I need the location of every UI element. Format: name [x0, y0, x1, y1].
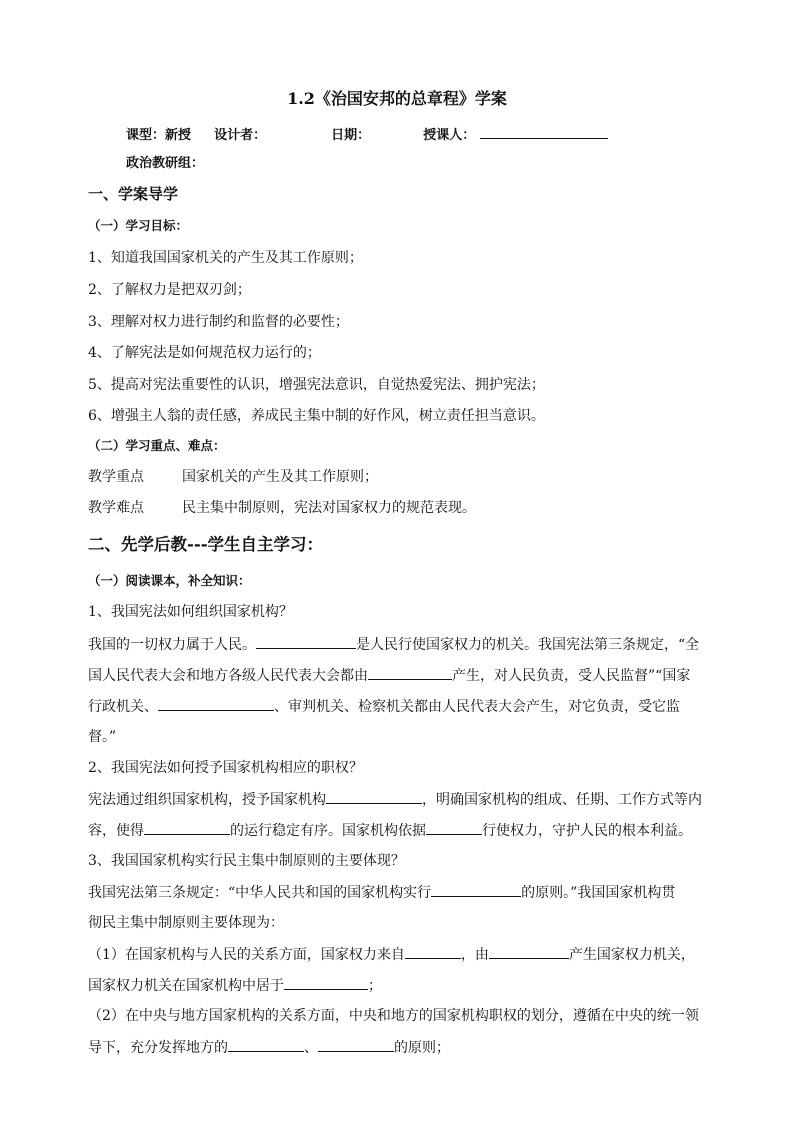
section1-heading: 一、学案导学 [88, 185, 179, 203]
q1-line [88, 634, 699, 655]
difficulty-label: 教学难点 [88, 500, 144, 516]
blank-field[interactable] [144, 820, 230, 835]
blank-field[interactable] [158, 696, 274, 711]
q1-text: 我国的一切权力属于人民。 [88, 637, 256, 653]
q3-line [88, 882, 675, 903]
point-1-line [88, 944, 695, 965]
goals-heading: （一）学习目标： [88, 218, 189, 233]
blank-field[interactable] [326, 789, 422, 804]
goal-item: 6、增强主人翁的责任感，养成民主集中制的好作风，树立责任担当意识。 [88, 408, 545, 424]
point-text: 导下，充分发挥地方的 [88, 1040, 228, 1056]
key-point-text: 国家机关的产生及其工作原则； [182, 469, 378, 485]
q2-line [88, 820, 692, 841]
key-point-label: 教学重点 [88, 469, 144, 485]
q2-text: 容，使得 [88, 823, 144, 839]
q2-text: 行使权力，守护人民的根本利益。 [482, 823, 692, 839]
blank-field[interactable] [405, 944, 461, 959]
q1-text: 行政机关、 [88, 699, 158, 715]
key-points-heading: （二）学习重点、难点： [88, 438, 226, 453]
q2-text: 的运行稳定有序。国家机构依据 [230, 823, 426, 839]
difficulty-row [88, 498, 476, 518]
lesson-meta [126, 124, 608, 145]
point-text: （1）在国家机构与人民的关系方面，国家权力来自 [88, 947, 405, 963]
point-text: ； [368, 978, 382, 994]
q3-line: 彻民主集中制原则主要体现为： [88, 915, 284, 931]
question-1: 1、我国宪法如何组织国家机构？ [88, 604, 293, 620]
q1-text: 产生，对人民负责，受人民监督”“国家 [452, 668, 691, 684]
blank-field[interactable] [368, 665, 452, 680]
point-1-line [88, 975, 382, 996]
q1-line: 督。” [88, 729, 117, 745]
point-2-line: （2）在中央与地方国家机构的关系方面，中央和地方的国家机构职权的划分，遵循在中央的统一领 [88, 1008, 699, 1024]
q1-text: 国人民代表大会和地方各级人民代表大会都由 [88, 668, 368, 684]
group-label: 政治教研组： [126, 156, 205, 171]
q3-text: 的原则。”我国国家机构贯 [521, 885, 676, 901]
goal-item: 1、知道我国国家机关的产生及其工作原则； [88, 250, 363, 266]
course-type: 课型：新授 [126, 128, 192, 143]
date-label: 日期： [331, 128, 371, 143]
point-text: 产生国家权力机关， [568, 947, 695, 963]
lecturer-label: 授课人： [423, 128, 476, 143]
q1-text: 、审判机关、检察机关都由人民代表大会产生，对它负责，受它监 [274, 699, 680, 715]
blank-field[interactable] [256, 634, 356, 649]
point-text: 、 [304, 1040, 318, 1056]
point-text: 国家权力机关在国家机构中居于 [88, 978, 284, 994]
point-2-line [88, 1037, 450, 1058]
q1-line [88, 665, 690, 686]
goal-item: 5、提高对宪法重要性的认识，增强宪法意识，自觉热爱宪法、拥护宪法； [88, 377, 545, 393]
goal-item: 4、了解宪法是如何规范权力运行的； [88, 345, 321, 361]
blank-field[interactable] [489, 944, 569, 959]
key-point-row [88, 467, 378, 487]
designer-label: 设计者： [214, 128, 267, 143]
point-text: 的原则； [394, 1040, 450, 1056]
q2-line [88, 789, 702, 810]
question-3: 3、我国国家机构实行民主集中制原则的主要体现？ [88, 853, 405, 869]
q1-line [88, 696, 680, 717]
goal-item: 2、了解权力是把双刃剑； [88, 282, 251, 298]
section2-heading: 二、先学后教---学生自主学习： [88, 535, 324, 554]
q1-text: 是人民行使国家权力的机关。我国宪法第三条规定，“全 [356, 637, 700, 653]
question-2: 2、我国宪法如何授予国家机构相应的职权？ [88, 760, 363, 776]
q3-text: 我国宪法第三条规定：“中华人民共和国的国家机构实行 [88, 885, 432, 901]
blank-field[interactable] [228, 1037, 304, 1052]
blank-field[interactable] [426, 820, 482, 835]
goal-item: 3、理解对权力进行制约和监督的必要性； [88, 314, 349, 330]
q2-text: ，明确国家机构的组成、任期、工作方式等内 [422, 792, 702, 808]
blank-field[interactable] [431, 882, 521, 897]
blank-field[interactable] [284, 975, 368, 990]
point-text: ，由 [460, 947, 489, 963]
page-title: 1.2《治国安邦的总章程》学案 [287, 89, 507, 108]
difficulty-text: 民主集中制原则，宪法对国家权力的规范表现。 [182, 500, 476, 516]
blank-field[interactable] [318, 1037, 394, 1052]
lecturer-blank[interactable] [480, 124, 608, 139]
reading-heading: （一）阅读课本，补全知识： [88, 573, 251, 588]
q2-text: 宪法通过组织国家机构，授予国家机构 [88, 792, 326, 808]
